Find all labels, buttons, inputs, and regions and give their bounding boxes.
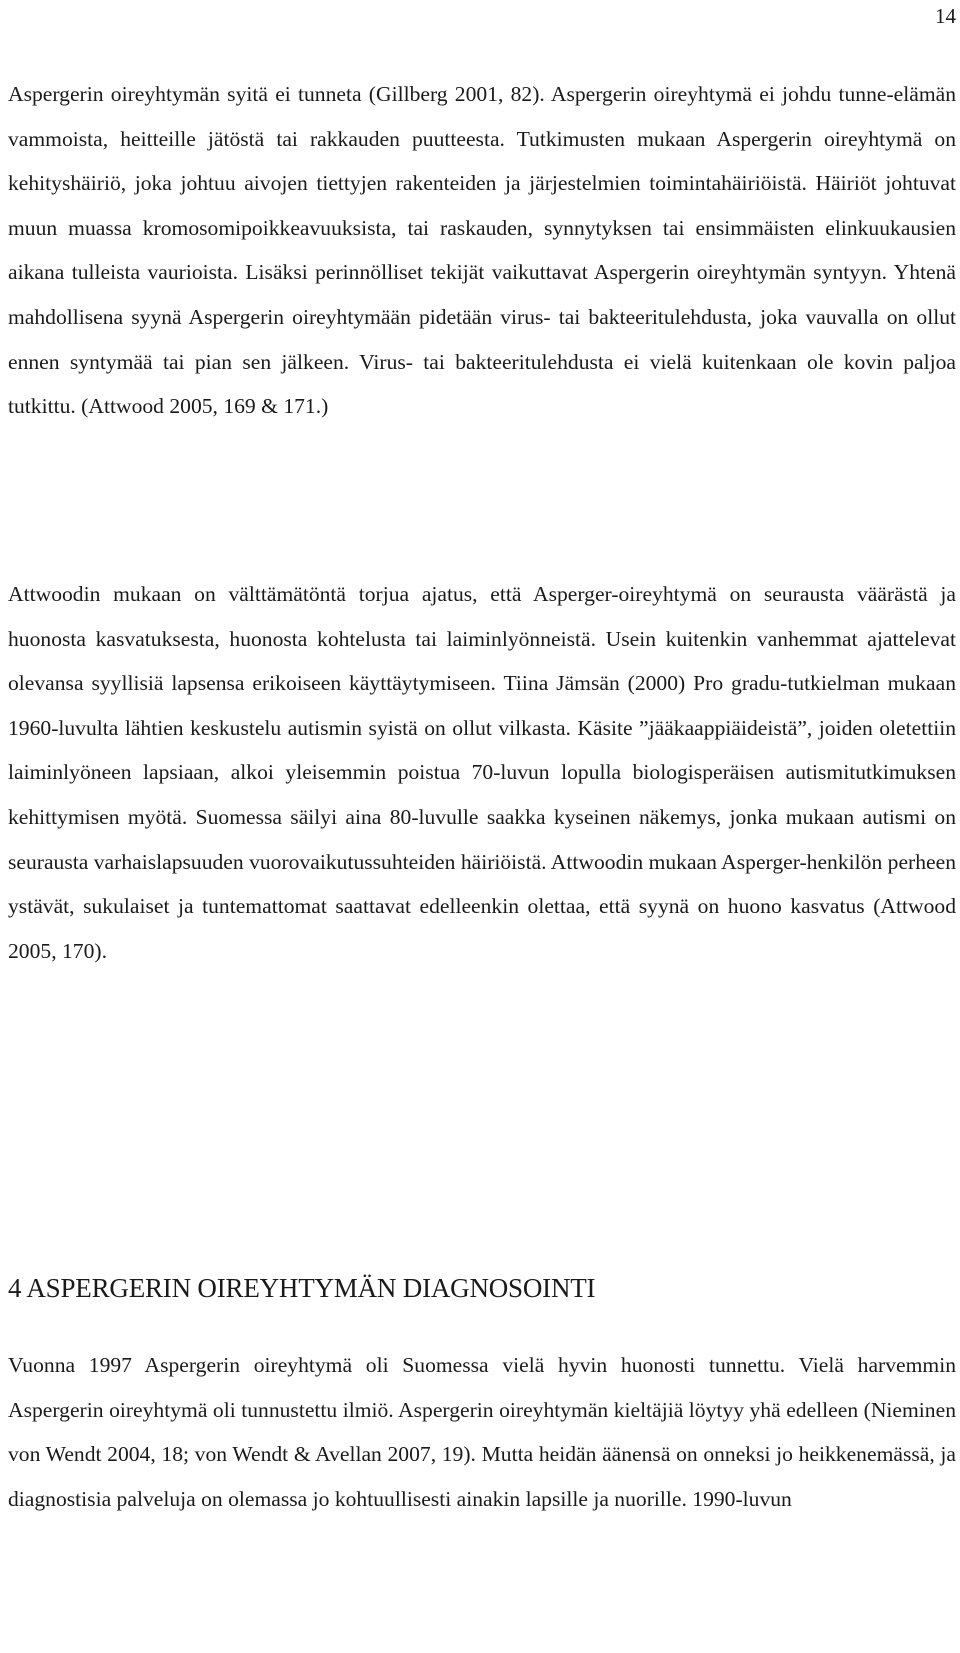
section-heading: 4 ASPERGERIN OIREYHTYMÄN DIAGNOSOINTI bbox=[8, 1273, 596, 1303]
paragraph-causes: Aspergerin oireyhtymän syitä ei tunneta (Gillberg 2001, 82). Aspergerin oireyhtymä ei johdu tunne-elämän vammoista, heitteille jätöstä tai rakkauden puutteesta. Tutkimusten mukaan Aspergerin oireyhtymä on kehityshäiriö, joka johtuu aivojen tiettyjen rakenteiden ja järjestelmien toimintahäiriöistä. Häiriöt johtuvat muun muassa kromosomipoikkeavuuksista, tai raskauden, synnytyksen tai ensimmäisten elinkuukausien aikana tulleista vaurioista. Lisäksi perinnölliset tekijät vaikuttavat Aspergerin oireyhtymän syntyyn. Yhtenä mahdollisena syynä Aspergerin oireyhtymään pidetään virus- tai bakteeritulehdusta, joka vauvalla on ollut ennen syntymää tai pian sen jälkeen. Virus- tai bakteeritulehdusta ei vielä kuitenkaan ole kovin paljoa tutkittu. (Attwood 2005, 169 & 171.) bbox=[8, 82, 956, 419]
paragraph-upbringing: Attwoodin mukaan on välttämätöntä torjua ajatus, että Asperger-oireyhtymä on seurausta väärästä ja huonosta kasvatuksesta, huonosta kohtelusta tai laiminlyönneistä. Usein kuitenkin vanhemmat ajattelevat olevansa syyllisiä lapsensa erikoiseen käyttäytymiseen. Tiina Jämsän (2000) Pro gradu-tutkielman mukaan 1960-luvulta lähtien keskustelu autismin syistä on ollut vilkasta. Käsite ”jääkaappiäideistä”, joiden oletettiin laiminlyöneen lapsiaan, alkoi yleisemmin poistua 70-luvun lopulla biologisperäisen autismitutkimuksen kehittymisen myötä. Suomessa säilyi aina 80-luvulle saakka kyseinen näkemys, jonka mukaan autismi on seurausta varhaislapsuuden vuorovaikutussuhteiden häiriöistä. Attwoodin mukaan Asperger-henkilön perheen ystävät, sukulaiset ja tuntemattomat saattavat edelleenkin olettaa, että syynä on huono kasvatus (Attwood 2005, 170). bbox=[8, 582, 956, 963]
page-number: 14 bbox=[935, 4, 956, 28]
paragraph-diagnosis: Vuonna 1997 Aspergerin oireyhtymä oli Suomessa vielä hyvin huonosti tunnettu. Vielä harvemmin Aspergerin oireyhtymä oli tunnustettu ilmiö. Aspergerin oireyhtymän kieltäjiä löytyy yhä edelleen (Nieminen von Wendt 2004, 18; von Wendt & Avellan 2007, 19). Mutta heidän äänensä on onneksi jo heikkenemässä, ja diagnostisia palveluja on olemassa jo kohtuullisesti ainakin lapsille ja nuorille. 1990-luvun bbox=[8, 1353, 956, 1511]
